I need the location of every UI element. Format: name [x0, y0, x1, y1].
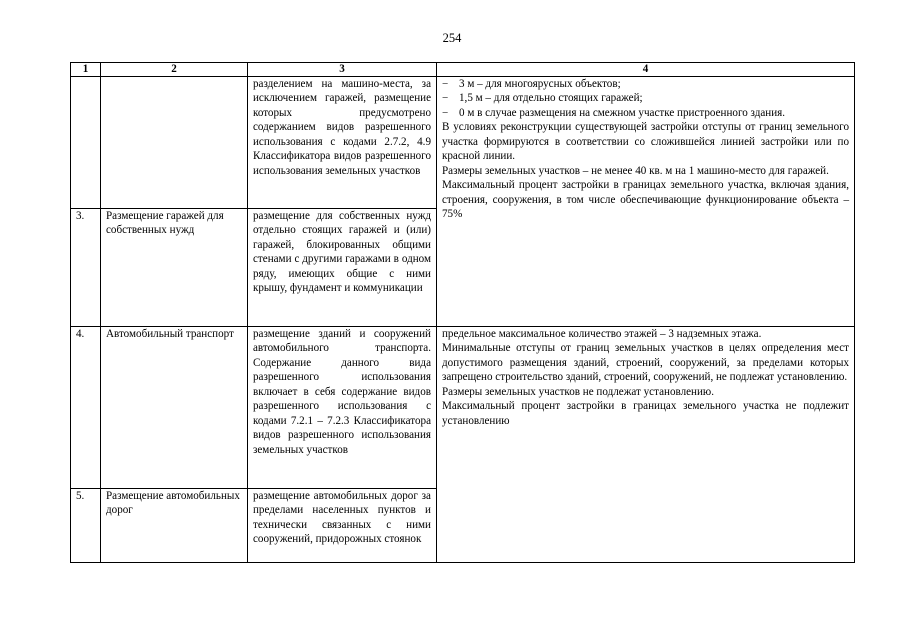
column-header: 4 [437, 63, 855, 77]
dash-marker: − [442, 78, 449, 90]
use-type-name: Автомобильный транспорт [101, 327, 248, 489]
use-type-description [248, 327, 437, 489]
dash-marker: − [442, 106, 449, 119]
description-text: размещение автомобильных дорог за пределами населенных пунктов и технически связанных с ними сооружений, придорожных стоянок [253, 490, 431, 546]
parameter-paragraph: Минимальные отступы от границ земельных участков в целях определения мест допустимого размещения зданий, строений, сооружений, за пределами которых запрещено строительство зданий, строений, сооружений, не подлежат установлению. [442, 342, 849, 384]
parameter-paragraph: Максимальный процент застройки в границах земельного участка не подлежит установлению [442, 400, 849, 427]
setback-item: − 1,5 м – для отдельно стоящих гаражей; [442, 92, 643, 105]
description-text: разделением на машино-места, за исключением гаражей, размещение которых предусмотрено содержанием видов разрешенного использования с кодами 2.7.2, 4.9 Классификатора видов разрешенного использования земельных участков [253, 78, 431, 177]
description-text: размещение зданий и сооружений автомобильного транспорта. Содержание данного вида разрешенного использования включает в себя содержание видов разрешенного использования с кодами 7.2.1 – 7.2.3 Классификатора видов разрешенного использования земельных участков [253, 328, 431, 456]
dash-marker: − [442, 92, 449, 105]
use-type-name: Размещение автомобильных дорог [101, 489, 248, 563]
parameter-paragraph: Размеры земельных участков не подлежат установлению. [442, 385, 714, 398]
column-header: 2 [101, 63, 248, 77]
row-number: 3. [71, 209, 101, 327]
column-header: 3 [248, 63, 437, 77]
setback-item: − 0 м в случае размещения на смежном участке пристроенного здания. [442, 106, 786, 119]
table-row [71, 77, 855, 209]
column-header: 1 [71, 63, 101, 77]
page-number: 254 [442, 31, 462, 45]
parameter-paragraph: Максимальный процент застройки в границах земельного участка, включая здания, строения, сооружения, в том числе обеспечивающие функционирование объекта – 75% [442, 179, 849, 221]
row-number: 5. [71, 489, 101, 563]
parameters-cell [437, 327, 855, 563]
parameter-paragraph: В условиях реконструкции существующей застройки отступы от границ земельного участка формируются в соответствии со сложившейся линией застройки или по красной линии. [442, 121, 849, 163]
parameter-paragraph: Размеры земельных участков – не менее 40 кв. м на 1 машино-место для гаражей. [442, 164, 829, 177]
setback-item: − 3 м – для многоярусных объектов; [442, 78, 621, 90]
row-number: 4. [71, 327, 101, 489]
parameters-cell [437, 77, 855, 327]
table-header-row [71, 63, 855, 77]
row-number [71, 77, 101, 209]
use-type-name: Размещение гаражей для собственных нужд [101, 209, 248, 327]
table-row [71, 327, 855, 489]
use-type-description [248, 209, 437, 327]
use-type-description [248, 489, 437, 563]
use-type-description [248, 77, 437, 209]
regulations-table [70, 62, 855, 563]
use-type-name [101, 77, 248, 209]
description-text: размещение для собственных нужд отдельно стоящих гаражей и (или) гаражей, блокированных общими стенами с другими гаражами в одном ряду, имеющих общие с ними крышу, фундамент и коммуникации [253, 210, 431, 295]
parameter-paragraph: предельное максимальное количество этажей – 3 надземных этажа. [442, 328, 762, 340]
